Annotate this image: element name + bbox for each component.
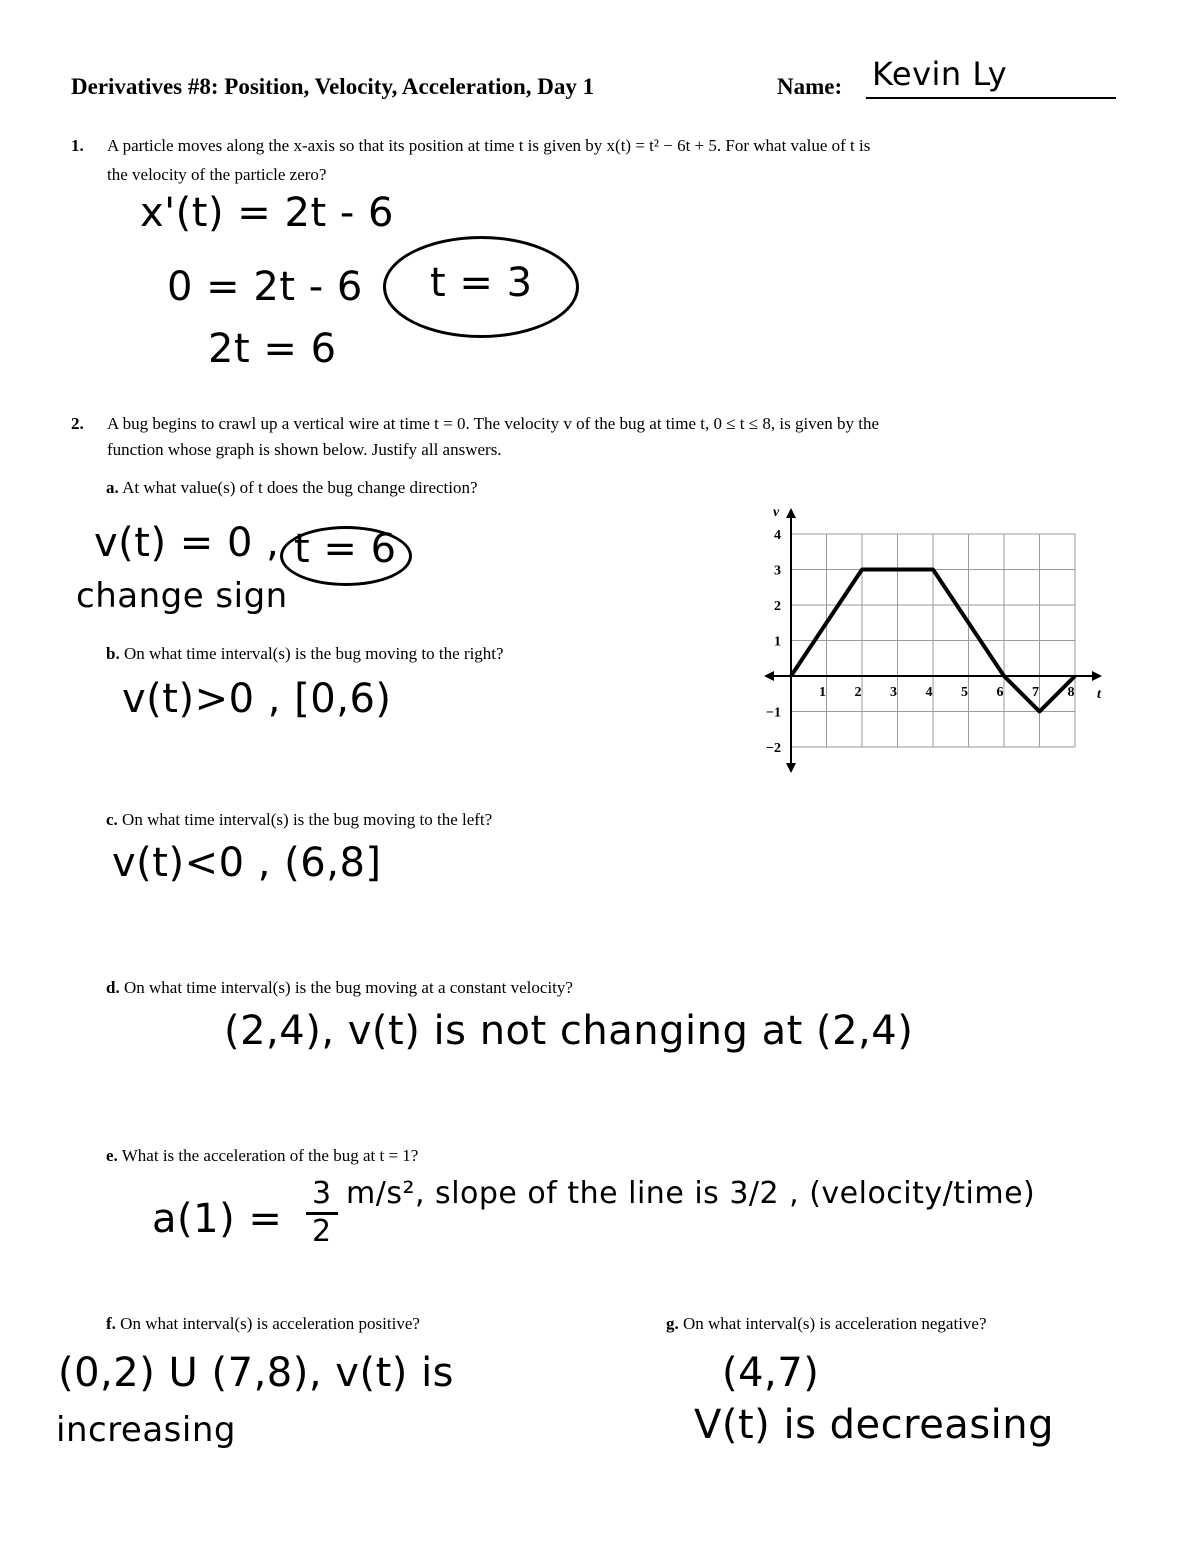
q2f-label: f. (106, 1314, 116, 1333)
x-axis-arrow-left (764, 671, 774, 681)
graph-grid (791, 534, 1075, 747)
x-tick-label: 8 (1067, 685, 1075, 700)
q2e-question (106, 1146, 418, 1166)
y-axis-arrow-down (786, 763, 796, 773)
q2a-label: a. (106, 478, 119, 497)
q2a-question-text: At what value(s) of t does the bug change direction? (122, 478, 478, 497)
q2-number: 2. (71, 414, 84, 433)
q2e-answer-prefix: a(1) = (152, 1196, 283, 1242)
q2f-answer-line1: (0,2) U (7,8), v(t) is (58, 1350, 455, 1396)
x-axis-arrow-right (1092, 671, 1102, 681)
q1-text-line1: A particle moves along the x-axis so that its position at time t is given by x(t) = t² − 6t + 5. For what value of t is (107, 136, 871, 155)
y-axis-label: v (773, 505, 780, 520)
q2a-answer: v(t) = 0 , (94, 520, 280, 566)
q2g-question (666, 1314, 987, 1334)
q1-number: 1. (71, 136, 84, 155)
y-tick-label: 3 (774, 563, 781, 579)
x-tick-label: 6 (996, 685, 1004, 700)
y-tick-label: 1 (774, 634, 781, 650)
y-tick-label: −2 (766, 741, 781, 756)
q2b-label: b. (106, 644, 120, 663)
q2g-answer-line1: (4,7) (722, 1350, 820, 1396)
q2g-answer-line2: V(t) is decreasing (694, 1402, 1055, 1448)
graph-tick-labels (766, 505, 1102, 756)
q2c-question-text: On what time interval(s) is the bug moving to the left? (122, 810, 493, 829)
q1-answer-line2: 0 = 2t - 6 (167, 264, 363, 310)
x-tick-label: 5 (961, 685, 968, 700)
q2e-label: e. (106, 1146, 118, 1165)
q2e-frac-num: 3 (312, 1176, 332, 1211)
y-axis-arrow-up (786, 508, 796, 518)
q2-text-line2: function whose graph is shown below. Justify all answers. (107, 440, 502, 459)
q2f-question-text: On what interval(s) is acceleration positive? (120, 1314, 420, 1333)
name-value: Kevin Ly (872, 55, 1008, 93)
q2c-question (106, 810, 492, 830)
q2b-question-text: On what time interval(s) is the bug moving to the right? (123, 644, 504, 663)
name-label: Name: (777, 74, 843, 99)
q2d-answer: (2,4), v(t) is not changing at (2,4) (224, 1008, 914, 1054)
q2e-answer-suffix: m/s², slope of the line is 3/2 , (velocity/time) (346, 1176, 1036, 1211)
q2a-question (106, 478, 478, 498)
q2f-question (106, 1314, 420, 1334)
q2a-answer-line2: change sign (76, 576, 288, 616)
q1-answer-line3: 2t = 6 (208, 326, 337, 372)
page-title: Derivatives #8: Position, Velocity, Acceleration, Day 1 (71, 74, 595, 99)
y-tick-label: 2 (774, 599, 781, 614)
q2c-label: c. (106, 810, 118, 829)
q2c-answer: v(t)<0 , (6,8] (112, 840, 382, 886)
q2e-question-text: What is the acceleration of the bug at t = 1? (121, 1146, 419, 1165)
q2a-answer-circled: t = 6 (294, 526, 397, 572)
q2-text-line1: A bug begins to crawl up a vertical wire at time t = 0. The velocity v of the bug at time t, 0 ≤ t ≤ 8, is given by the (107, 414, 879, 433)
x-tick-label: 4 (925, 685, 933, 700)
x-tick-label: 7 (1032, 685, 1039, 700)
q1-answer-line1: x'(t) = 2t - 6 (140, 190, 394, 236)
q2g-question-text: On what interval(s) is acceleration negative? (683, 1314, 987, 1333)
name-underline (866, 97, 1116, 99)
y-tick-label: −1 (766, 705, 781, 721)
q2g-label: g. (666, 1314, 679, 1333)
q1-answer-circled: t = 3 (430, 260, 533, 306)
q2d-question-text: On what time interval(s) is the bug moving at a constant velocity? (123, 978, 573, 997)
q2b-answer: v(t)>0 , [0,6) (122, 676, 392, 722)
velocity-graph (750, 450, 1120, 810)
q2e-frac-den: 2 (312, 1214, 332, 1249)
x-axis-label: t (1097, 687, 1101, 702)
x-tick-label: 3 (890, 685, 897, 700)
q2d-label: d. (106, 978, 120, 997)
y-tick-label: 4 (774, 528, 781, 543)
x-tick-label: 2 (854, 685, 862, 700)
q2f-answer-line2: increasing (56, 1410, 236, 1450)
x-tick-label: 1 (819, 685, 826, 700)
q2b-question (106, 644, 504, 664)
q1-text-line2: the velocity of the particle zero? (107, 165, 327, 184)
q2d-question (106, 978, 573, 998)
